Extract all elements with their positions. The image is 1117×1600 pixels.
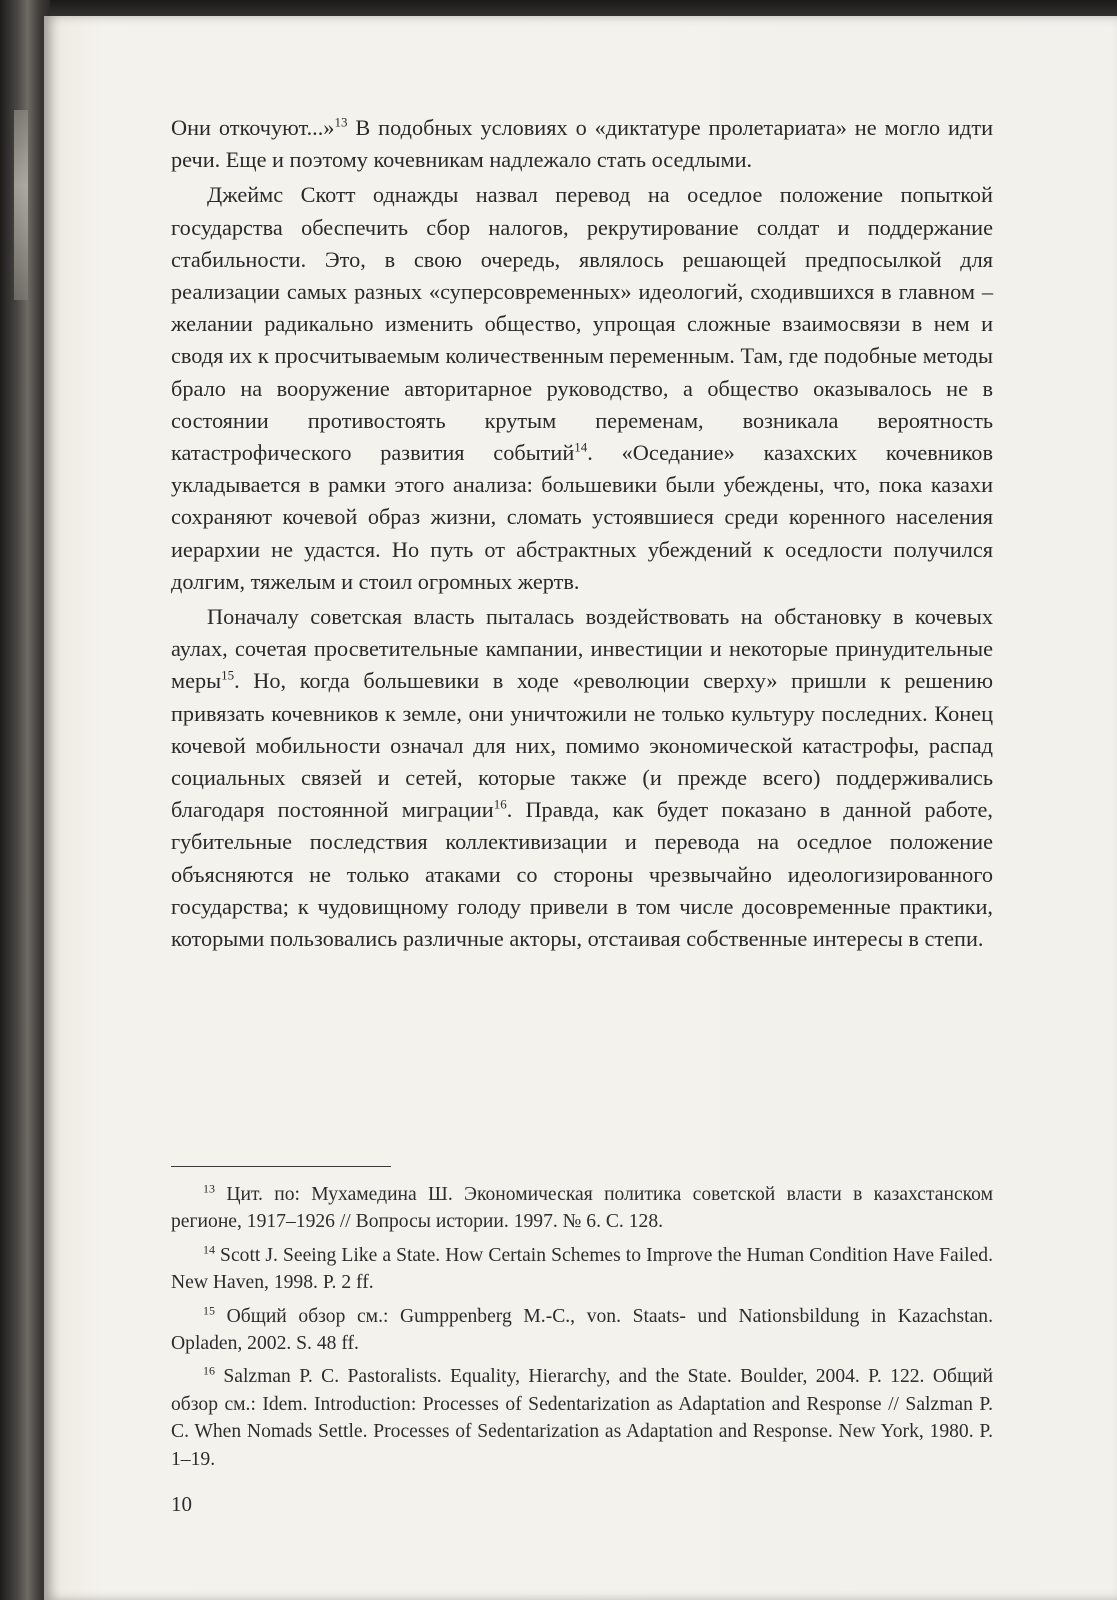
paragraph-text: . Но, когда большевики в ходе «революции сверху» пришли к решению привязать кочевников к земле, они уничтожили не только культуру последних. Конец кочевой мобильности означал для них, помимо экономической катастрофы, распад социальных связей и сетей, которые также (и прежде всего) поддерживались благодаря постоянной миграции — [171, 668, 993, 823]
footnote — [171, 1242, 993, 1297]
page-number: 10 — [171, 1492, 192, 1516]
paragraph — [171, 112, 993, 176]
footnote-ref: 16 — [493, 796, 507, 812]
footnote-number: 13 — [203, 1181, 215, 1196]
main-text — [171, 112, 993, 955]
footnote-number: 16 — [203, 1363, 215, 1378]
footnote — [171, 1181, 993, 1236]
paragraph — [171, 601, 993, 955]
binding-highlight — [14, 110, 28, 300]
paragraph-text: . Правда, как будет показано в данной работе, губительные последствия коллективизации и перевода на оседлое положение объясняются не только атаками со стороны чрезвычайно идеологизированного государства; к чудовищному голоду привели в том числе досовременные практики, которыми пользовались различные акторы, отстаивая собственные интересы в степи. — [171, 797, 994, 952]
footnote-text: Scott J. Seeing Like a State. How Certain Schemes to Improve the Human Condition Have Failed. New Haven, 1998. P. 2 ff. — [171, 1244, 993, 1294]
paragraph-text: . «Оседание» казахских кочевников укладывается в рамки этого анализа: большевики были убеждены, что, пока казахи сохраняют кочевой образ жизни, сломать устоявшиеся среди коренного населения иерархии не удастся. Но путь от абстрактных убеждений к оседлости получился долгим, тяжелым и стоил огромных жертв. — [171, 440, 993, 594]
footnotes — [171, 1181, 993, 1479]
paragraph-text: Джеймс Скотт однажды назвал перевод на оседлое положение попыткой государства обеспечить сбор налогов, рекрутирование солдат и поддержание стабильности. Это, в свою очередь, являлось решающей предпосылкой для реализации самых разных «суперсовременных» идеологий, сходившихся в главном – желании радикально изменить общество, упрощая сложные взаимосвязи в нем и сводя их к просчитываемым количественным переменным. Там, где подобные методы брало на вооружение авторитарное руководство, а общество оказывалось не в состоянии противостоять крутым переменам, возникала вероятность катастрофического развития событий — [171, 182, 993, 466]
paragraph-text: В подобных условиях о «диктатуре пролетариата» не могло идти речи. Еще и поэтому кочевникам надлежало стать оседлыми. — [171, 115, 993, 173]
paragraph-text: Поначалу советская власть пыталась воздействовать на обстановку в кочевых аулах, сочетая просветительные кампании, инвестиции и некоторые принудительные меры — [171, 604, 993, 694]
footnote — [171, 1363, 993, 1473]
footnote-ref: 13 — [334, 114, 348, 130]
footnote-number: 14 — [203, 1242, 215, 1257]
footnote-number: 15 — [203, 1303, 215, 1318]
footnote-ref: 15 — [221, 668, 235, 684]
footnote-text: Цит. по: Мухамедина Ш. Экономическая политика советской власти в казахстанском регионе, 1917–1926 // Вопросы истории. 1997. № 6. С. 128. — [171, 1184, 993, 1233]
footnote — [171, 1303, 993, 1358]
footnote-separator — [171, 1166, 391, 1167]
footnote-text: Общий обзор см.: Gumppenberg M.-C., von. Staats- und Nationsbildung in Kazachstan. Opladen, 2002. S. 48 ff. — [171, 1305, 993, 1355]
footnote-text: Salzman P. C. Pastoralists. Equality, Hierarchy, and the State. Boulder, 2004. P. 122. Общий обзор см.: Idem. Introduction: Processes of Sedentarization as Adaptation and Response // Salzman P. C. When Nomads Settle. Processes of Sedentarization as Adaptation and Response. New York, 1980. P. 1–19. — [171, 1366, 993, 1470]
book-binding — [0, 0, 50, 1600]
paragraph — [171, 179, 993, 598]
footnote-ref: 14 — [574, 439, 588, 455]
paragraph-text: Они откочуют...» — [171, 115, 335, 140]
